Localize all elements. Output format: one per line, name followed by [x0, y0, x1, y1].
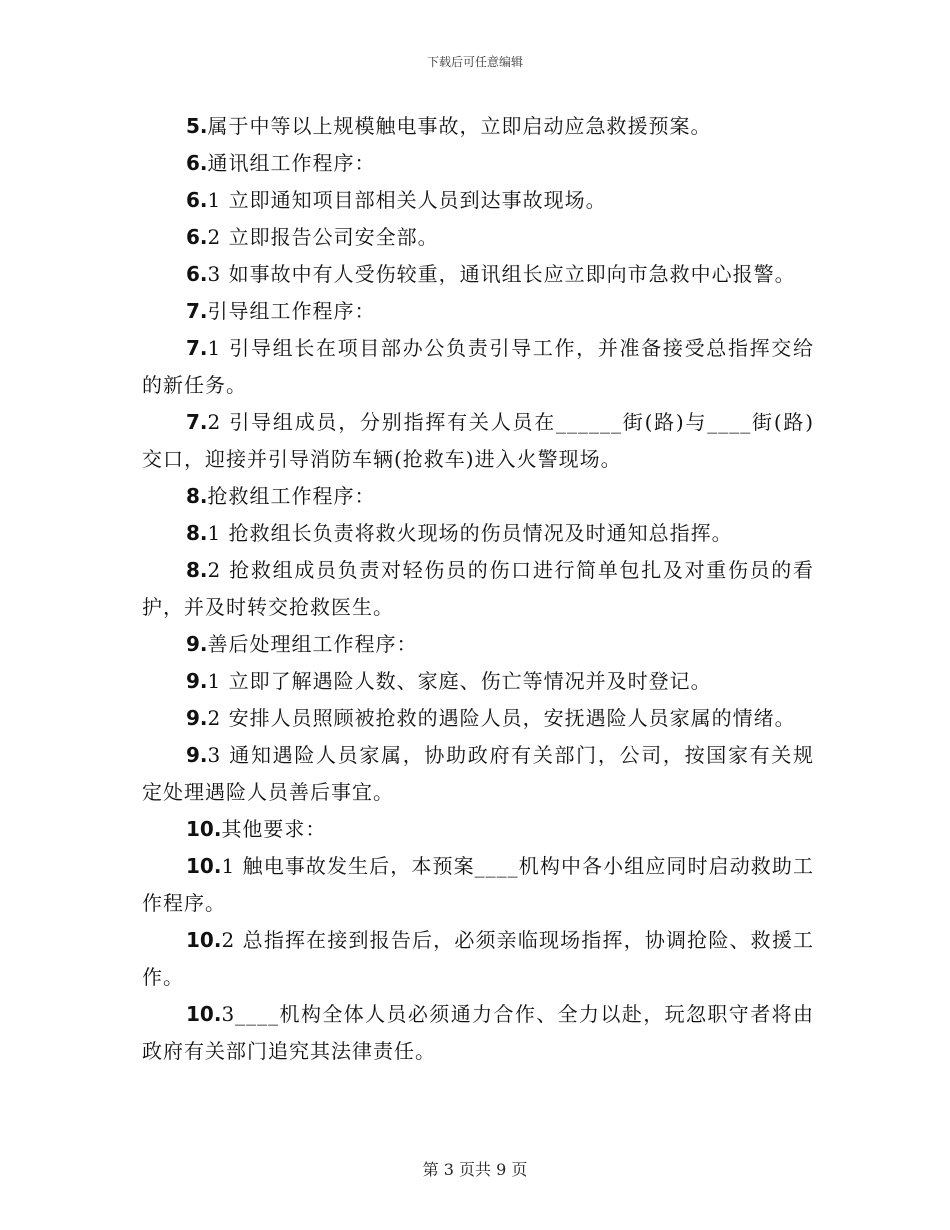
paragraph-text: 抢救组工作程序：: [207, 484, 376, 508]
section-number: 7.: [186, 410, 208, 434]
paragraph-6: [142, 145, 814, 182]
paragraph-text: 3 通知遇险人员家属，协助政府有关部门，公司，按国家有关规定处理遇险人员善后事宜。: [142, 743, 814, 804]
paragraph-10: [142, 811, 814, 848]
paragraph-text: 1 抢救组长负责将救火现场的伤员情况及时通知总指挥。: [207, 521, 733, 545]
paragraph-9: [142, 626, 814, 663]
paragraph-10-3: [142, 996, 814, 1070]
section-number: 10.: [186, 928, 222, 952]
section-number: 7.: [186, 336, 208, 360]
section-number: 9.: [186, 743, 208, 767]
section-number: 8.: [186, 521, 208, 545]
paragraph-text: 善后处理组工作程序：: [207, 632, 418, 656]
paragraph-text: 2 总指挥在接到报告后，必须亲临现场指挥，协调抢险、救援工作。: [142, 928, 814, 989]
section-number: 6.: [186, 151, 208, 175]
section-number: 6.: [186, 225, 208, 249]
section-number: 10.: [186, 1002, 222, 1026]
paragraph-9-3: [142, 737, 814, 811]
paragraph-7-1: [142, 330, 814, 404]
section-number: 6.: [186, 188, 208, 212]
paragraph-6-3: [142, 256, 814, 293]
paragraph-text: 1 触电事故发生后，本预案____机构中各小组应同时启动救助工作程序。: [142, 854, 814, 915]
section-number: 8.: [186, 484, 208, 508]
paragraph-text: 属于中等以上规模触电事故，立即启动应急救援预案。: [207, 114, 712, 138]
paragraph-text: 1 引导组长在项目部办公负责引导工作，并准备接受总指挥交给的新任务。: [142, 336, 814, 397]
paragraph-10-2: [142, 922, 814, 996]
paragraph-8-2: [142, 552, 814, 626]
paragraph-8: [142, 478, 814, 515]
paragraph-text: 其他要求：: [221, 817, 327, 841]
paragraph-text: 2 安排人员照顾被抢救的遇险人员，安抚遇险人员家属的情绪。: [207, 706, 796, 730]
page-number-footer: 第 3 页共 9 页: [422, 1160, 528, 1179]
paragraph-9-1: [142, 663, 814, 700]
section-number: 6.: [186, 262, 208, 286]
paragraph-text: 引导组工作程序：: [207, 299, 376, 323]
section-number: 10.: [186, 854, 222, 878]
paragraph-text: 1 立即了解遇险人数、家庭、伤亡等情况并及时登记。: [207, 669, 712, 693]
section-number: 9.: [186, 706, 208, 730]
paragraph-text: 通讯组工作程序：: [207, 151, 376, 175]
paragraph-7: [142, 293, 814, 330]
section-number: 7.: [186, 299, 208, 323]
paragraph-9-2: [142, 700, 814, 737]
paragraph-text: 2 立即报告公司安全部。: [207, 225, 439, 249]
paragraph-10-1: [142, 848, 814, 922]
paragraph-7-2: [142, 404, 814, 478]
paragraph-8-1: [142, 515, 814, 552]
paragraph-text: 2 抢救组成员负责对轻伤员的伤口进行简单包扎及对重伤员的看护，并及时转交抢救医生。: [142, 558, 814, 619]
document-body: [142, 108, 814, 1070]
page-header: 下载后可任意编辑: [426, 55, 523, 69]
paragraph-6-2: [142, 219, 814, 256]
section-number: 9.: [186, 632, 208, 656]
paragraph-text: 2 引导组成员，分别指挥有关人员在______街(路)与____街(路)交口，迎接并引导消防车辆(抢救车)进入火警现场。: [142, 410, 814, 471]
paragraph-text: 3____机构全体人员必须通力合作、全力以赴，玩忽职守者将由政府有关部门追究其法律责任。: [142, 1002, 814, 1063]
paragraph-text: 1 立即通知项目部相关人员到达事故现场。: [207, 188, 607, 212]
section-number: 10.: [186, 817, 222, 841]
section-number: 5.: [186, 114, 208, 138]
section-number: 9.: [186, 669, 208, 693]
paragraph-text: 3 如事故中有人受伤较重，通讯组长应立即向市急救中心报警。: [207, 262, 796, 286]
section-number: 8.: [186, 558, 208, 582]
paragraph-6-1: [142, 182, 814, 219]
paragraph-5: [142, 108, 814, 145]
